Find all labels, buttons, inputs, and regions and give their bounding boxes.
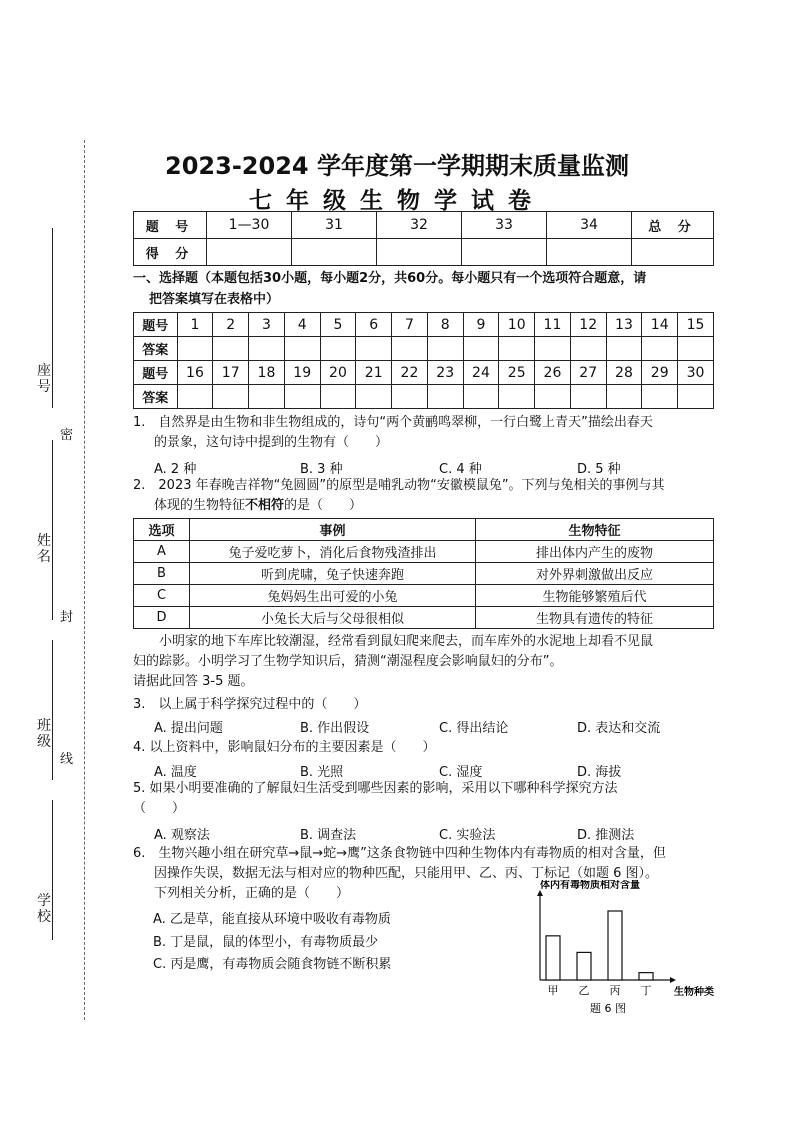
answer-cell[interactable]: [570, 337, 606, 361]
answer-num-label: 题号: [134, 361, 178, 385]
question-2-line1: 2. 2023 年春晚吉祥物“兔圆圆”的原型是哺乳动物“安徽模鼠兔”。下列与兔相关的事例与其: [133, 478, 665, 493]
score-cell[interactable]: [377, 239, 462, 266]
answer-cell[interactable]: [678, 385, 714, 409]
score-head-cell: 34: [547, 212, 632, 239]
answer-cell[interactable]: [570, 385, 606, 409]
answer-num-cell: 12: [570, 313, 606, 337]
q6-option-c[interactable]: C. 丙是鹰，有毒物质会随食物链不断积累: [153, 957, 392, 972]
answer-cell[interactable]: [427, 385, 463, 409]
score-head-cell: 31: [292, 212, 377, 239]
question-2-emphasis: 不相符: [245, 498, 285, 513]
answer-num-cell: 26: [535, 361, 571, 385]
passage: [133, 632, 723, 692]
q2-head-option: 选项: [134, 519, 190, 541]
question-2-line2-post: 的是（ ）: [284, 498, 363, 513]
answer-cell[interactable]: [535, 337, 571, 361]
answer-num-cell: 25: [499, 361, 535, 385]
margin-label-school: 学校: [37, 893, 51, 925]
seal-char-mi: 密: [60, 428, 74, 443]
answer-cell[interactable]: [249, 337, 285, 361]
answer-cell[interactable]: [213, 385, 249, 409]
answer-cell[interactable]: [463, 337, 499, 361]
q1-option-b[interactable]: B. 3 种: [300, 462, 343, 477]
answer-num-cell: 7: [392, 313, 428, 337]
answer-num-cell: 16: [177, 361, 213, 385]
question-5: [133, 779, 723, 819]
q5-option-c[interactable]: C. 实验法: [439, 828, 496, 843]
answer-cell[interactable]: [642, 385, 678, 409]
answer-num-cell: 30: [678, 361, 714, 385]
answer-num-cell: 1: [177, 313, 213, 337]
q2-row-example: 兔子爱吃萝卜，消化后食物残渣排出: [190, 541, 476, 563]
answer-cell[interactable]: [499, 385, 535, 409]
answer-cell[interactable]: [213, 337, 249, 361]
passage-line3: 请据此回答 3-5 题。: [133, 674, 254, 689]
margin-label-seat: 座号: [37, 363, 51, 395]
answer-num-cell: 22: [392, 361, 428, 385]
answer-num-cell: 23: [427, 361, 463, 385]
margin-line-name: [52, 440, 53, 620]
margin-line-seat: [52, 228, 53, 408]
chart-bar-乙: [577, 952, 591, 980]
chart-tick-label: 乙: [578, 984, 590, 997]
q2-row-feature: 生物能够繁殖后代: [476, 585, 714, 607]
margin-label-name: 姓名: [37, 533, 51, 565]
q1-option-a[interactable]: A. 2 种: [154, 462, 197, 477]
section-heading-line1: 一、选择题（本题包括30小题，每小题2分，共60分。每小题只有一个选项符合题意，请: [133, 271, 647, 286]
q4-option-d[interactable]: D. 海拔: [577, 765, 622, 780]
answer-cell[interactable]: [642, 337, 678, 361]
binding-dashed-line: [84, 140, 85, 1020]
chart-bar-甲: [546, 936, 560, 980]
q2-table: [133, 518, 714, 629]
question-6-line1: 6. 生物兴趣小组在研究草→鼠→蛇→鹰”这条食物链中四种生物体内有毒物质的相对含量，但: [133, 846, 666, 861]
q2-row-feature: 对外界刺激做出反应: [476, 563, 714, 585]
chart-bar-丙: [608, 911, 622, 980]
chart-caption: 题 6 图: [590, 1002, 626, 1015]
score-cell[interactable]: [462, 239, 547, 266]
q6-option-b[interactable]: B. 丁是鼠，鼠的体型小，有毒物质最少: [153, 935, 379, 950]
question-2-line2: [133, 496, 723, 516]
seal-char-xian: 线: [60, 752, 74, 767]
answer-cell[interactable]: [606, 385, 642, 409]
answer-num-label: 题号: [134, 313, 178, 337]
answer-num-cell: 11: [535, 313, 571, 337]
q2-row-example: 听到虎啸，兔子快速奔跑: [190, 563, 476, 585]
answer-num-cell: 18: [249, 361, 285, 385]
score-head-cell: 1—30: [207, 212, 292, 239]
q2-head-example: 事例: [190, 519, 476, 541]
margin-line-school: [52, 800, 53, 940]
answer-cell[interactable]: [177, 337, 213, 361]
q2-row-example: 小兔长大后与父母很相似: [190, 607, 476, 629]
score-cell[interactable]: [207, 239, 292, 266]
chart-ylabel: 体内有毒物质相对含量: [540, 880, 640, 891]
answer-cell[interactable]: [249, 385, 285, 409]
question-1: [133, 413, 723, 453]
q2-head-feature: 生物特征: [476, 519, 714, 541]
answer-cell[interactable]: [392, 385, 428, 409]
answer-num-cell: 2: [213, 313, 249, 337]
answer-cell[interactable]: [177, 385, 213, 409]
score-head-cell: 32: [377, 212, 462, 239]
seal-char-feng: 封: [60, 610, 74, 625]
q6-bar-chart: [520, 880, 720, 1020]
answer-label: 答案: [134, 385, 178, 409]
score-head-cell: 33: [462, 212, 547, 239]
chart-tick-label: 丁: [640, 984, 652, 997]
q2-row-example: 兔妈妈生出可爱的小兔: [190, 585, 476, 607]
score-cell[interactable]: [547, 239, 632, 266]
question-2-line2-pre: 体现的生物特征: [154, 498, 246, 513]
answer-cell[interactable]: [284, 385, 320, 409]
answer-num-cell: 8: [427, 313, 463, 337]
chart-xlabel: 生物种类: [674, 987, 714, 998]
question-5-line1: 5. 如果小明要准确的了解鼠妇生活受到哪些因素的影响，采用以下哪种科学探究方法: [133, 781, 618, 796]
q2-row-feature: 生物具有遗传的特征: [476, 607, 714, 629]
q2-row-option: D: [134, 607, 190, 629]
score-head-total: 总 分: [632, 212, 714, 239]
margin-line-class: [52, 640, 53, 780]
answer-num-cell: 9: [463, 313, 499, 337]
answer-num-cell: 20: [320, 361, 356, 385]
score-table: [133, 211, 714, 266]
answer-cell[interactable]: [606, 337, 642, 361]
answer-cell[interactable]: [392, 337, 428, 361]
answer-cell[interactable]: [499, 337, 535, 361]
answer-cell[interactable]: [320, 385, 356, 409]
answer-num-cell: 3: [249, 313, 285, 337]
answer-num-cell: 10: [499, 313, 535, 337]
score-cell[interactable]: [632, 239, 714, 266]
score-head-label: 题 号: [134, 212, 207, 239]
q3-option-d[interactable]: D. 表达和交流: [577, 721, 661, 736]
question-2: [133, 476, 723, 516]
score-cell[interactable]: [292, 239, 377, 266]
answer-num-cell: 27: [570, 361, 606, 385]
page-subtitle: 七年级生物学试卷: [249, 188, 545, 214]
q3-option-b[interactable]: B. 作出假设: [300, 721, 370, 736]
q2-row-option: C: [134, 585, 190, 607]
answer-cell[interactable]: [356, 385, 392, 409]
answer-label: 答案: [134, 337, 178, 361]
q2-row-option: B: [134, 563, 190, 585]
chart-tick-label: 甲: [547, 984, 559, 997]
q5-option-d[interactable]: D. 推测法: [577, 828, 635, 843]
passage-line2: 妇的踪影。小明学习了生物学知识后，猜测“潮湿程度会影响鼠妇的分布”。: [133, 654, 563, 669]
q5-option-b[interactable]: B. 调查法: [300, 828, 357, 843]
question-1-line2: 的景象，这句诗中提到的生物有（ ）: [154, 435, 389, 450]
answer-num-cell: 21: [356, 361, 392, 385]
q5-option-a[interactable]: A. 观察法: [154, 828, 210, 843]
q1-option-c[interactable]: C. 4 种: [439, 462, 482, 477]
section-heading: [133, 268, 723, 310]
margin-label-class: 班级: [37, 718, 51, 750]
answer-num-cell: 29: [642, 361, 678, 385]
answer-num-cell: 19: [284, 361, 320, 385]
answer-table: [133, 312, 714, 409]
question-1-line1: 1. 自然界是由生物和非生物组成的，诗句“两个黄鹂鸣翠柳，一行白鹭上青天”描绘出春天: [133, 415, 653, 430]
question-5-line2: （ ）: [133, 801, 186, 816]
answer-num-cell: 24: [463, 361, 499, 385]
q2-row-feature: 排出体内产生的废物: [476, 541, 714, 563]
chart-x-arrow: [670, 977, 676, 983]
answer-num-cell: 4: [284, 313, 320, 337]
answer-num-cell: 13: [606, 313, 642, 337]
question-4: 4. 以上资料中，影响鼠妇分布的主要因素是（ ）: [133, 740, 436, 755]
q4-option-a[interactable]: A. 温度: [154, 765, 197, 780]
passage-line1: 小明家的地下车库比较潮湿，经常看到鼠妇爬来爬去，而车库外的水泥地上却看不见鼠: [159, 634, 654, 649]
answer-num-cell: 6: [356, 313, 392, 337]
q4-option-b[interactable]: B. 光照: [300, 765, 344, 780]
q2-row-option: A: [134, 541, 190, 563]
answer-num-cell: 15: [678, 313, 714, 337]
answer-cell[interactable]: [463, 385, 499, 409]
answer-num-cell: 5: [320, 313, 356, 337]
question-6-line2: 因操作失误，数据无法与相对应的物种匹配，只能用甲、乙、丙、丁标记（如题 6 图）。: [154, 866, 659, 881]
q4-option-c[interactable]: C. 湿度: [439, 765, 483, 780]
answer-cell[interactable]: [320, 337, 356, 361]
q1-option-d[interactable]: D. 5 种: [577, 462, 621, 477]
chart-tick-label: 丙: [609, 984, 621, 997]
answer-num-cell: 28: [606, 361, 642, 385]
q3-option-c[interactable]: C. 得出结论: [439, 721, 509, 736]
answer-cell[interactable]: [535, 385, 571, 409]
answer-cell[interactable]: [356, 337, 392, 361]
chart-bar-丁: [639, 973, 653, 980]
q3-option-a[interactable]: A. 提出问题: [154, 721, 223, 736]
answer-cell[interactable]: [678, 337, 714, 361]
question-6-line3: 下列相关分析，正确的是（ ）: [154, 886, 350, 901]
section-heading-line2: 把答案填写在表格中）: [149, 292, 280, 307]
page-title: 2023-2024 学年度第一学期期末质量监测: [165, 152, 629, 180]
answer-num-cell: 17: [213, 361, 249, 385]
answer-cell[interactable]: [284, 337, 320, 361]
q6-option-a[interactable]: A. 乙是草，能直接从环境中吸收有毒物质: [153, 912, 391, 927]
question-3: 3. 以上属于科学探究过程中的（ ）: [133, 697, 367, 712]
score-row-label: 得 分: [134, 239, 207, 266]
answer-cell[interactable]: [427, 337, 463, 361]
answer-num-cell: 14: [642, 313, 678, 337]
